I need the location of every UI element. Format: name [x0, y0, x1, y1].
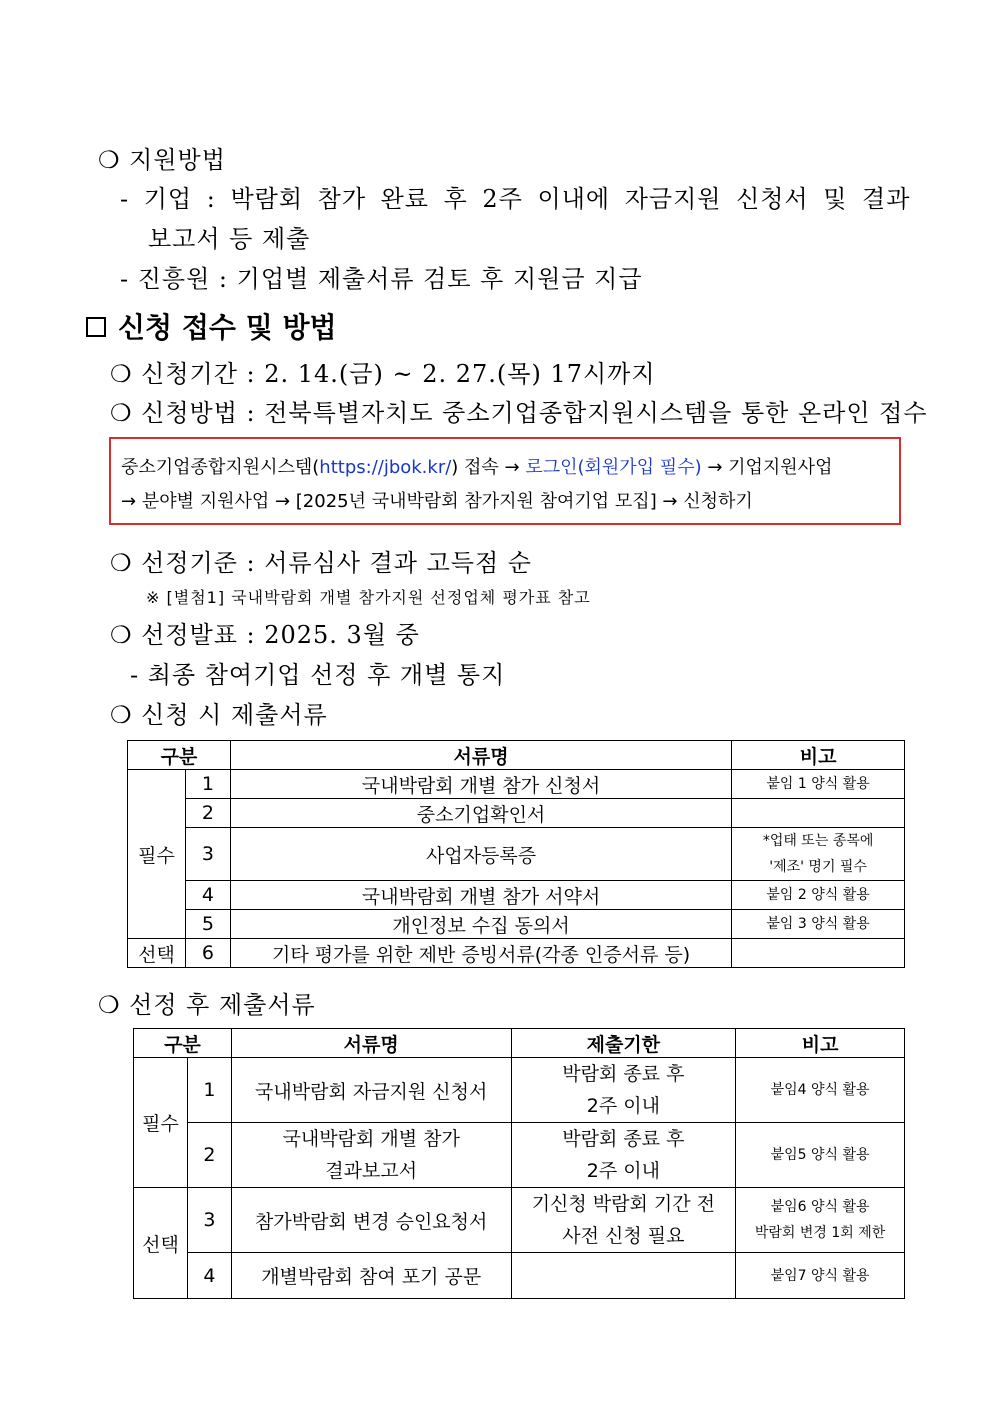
- table-row: [128, 770, 905, 799]
- header-category: 구분: [134, 1029, 232, 1058]
- header-due: 제출기한: [511, 1029, 736, 1058]
- table-row: [134, 1123, 905, 1188]
- application-docs-table: [127, 740, 905, 968]
- steps-business: → 기업지원사업: [701, 457, 833, 478]
- table-row: [134, 1253, 905, 1299]
- group-optional: 선택: [134, 1188, 188, 1299]
- row-number: 6: [185, 939, 230, 968]
- steps-system-name: 중소기업종합지원시스템(: [121, 457, 320, 478]
- row-number: 3: [185, 828, 230, 881]
- doc-name: 중소기업확인서: [230, 799, 731, 828]
- section-heading: [86, 306, 337, 346]
- doc-due-line2: 2주 이내: [586, 1160, 660, 1182]
- doc-due: [511, 1188, 736, 1253]
- criteria-note: ※ [별첨1] 국내박람회 개별 참가지원 선정업체 평가표 참고: [146, 588, 591, 607]
- row-number: 3: [187, 1188, 231, 1253]
- announcement-detail: - 최종 참여기업 선정 후 개별 통지: [130, 661, 506, 689]
- table-header-row: [134, 1029, 905, 1058]
- doc-note: 붙임 1 양식 활용: [732, 770, 905, 799]
- doc-name-line1: 국내박람회 개별 참가: [282, 1128, 460, 1150]
- doc-note: [732, 799, 905, 828]
- doc-note: [732, 828, 905, 881]
- doc-note: [736, 1188, 905, 1253]
- doc-name: 사업자등록증: [230, 828, 731, 881]
- doc-note: 붙임 3 양식 활용: [732, 910, 905, 939]
- row-number: 5: [185, 910, 230, 939]
- doc-name-line2: 결과보고서: [325, 1160, 418, 1182]
- doc-note: 붙임5 양식 활용: [736, 1123, 905, 1188]
- selection-criteria: ❍ 선정기준 : 서류심사 결과 고득점 순: [110, 549, 532, 577]
- doc-due: [511, 1123, 736, 1188]
- doc-name: 국내박람회 자금지원 신청서: [231, 1058, 511, 1123]
- doc-note: 붙임 2 양식 활용: [732, 881, 905, 910]
- selection-announcement: ❍ 선정발표 : 2025. 3월 중: [110, 621, 420, 649]
- table-row: [128, 828, 905, 881]
- login-link[interactable]: 로그인(회원가입 필수): [525, 457, 702, 478]
- doc-name: 국내박람회 개별 참가 서약서: [230, 881, 731, 910]
- support-method-item-company: - 기업 : 박람회 참가 완료 후 2주 이내에 자금지원 신청서 및 결과: [120, 185, 911, 213]
- table-row: [128, 939, 905, 968]
- row-number: 1: [187, 1058, 231, 1123]
- application-period: ❍ 신청기간 : 2. 14.(금) ~ 2. 27.(목) 17시까지: [110, 360, 656, 388]
- steps-connect: ) 접속 →: [451, 457, 526, 478]
- header-note: 비고: [732, 741, 905, 770]
- table-row: [134, 1058, 905, 1123]
- doc-due-line2: 2주 이내: [586, 1095, 660, 1117]
- post-selection-docs-title: ❍ 선정 후 제출서류: [98, 991, 316, 1019]
- table-row: [128, 881, 905, 910]
- doc-note: 붙임4 양식 활용: [736, 1058, 905, 1123]
- application-method: ❍ 신청방법 : 전북특별자치도 중소기업종합지원시스템을 통한 온라인 접수: [110, 399, 928, 427]
- header-note: 비고: [736, 1029, 905, 1058]
- group-required: 필수: [134, 1058, 188, 1188]
- table-row: [128, 910, 905, 939]
- system-url-link[interactable]: https://jbok.kr/: [319, 457, 452, 478]
- header-doc-name: 서류명: [231, 1029, 511, 1058]
- doc-due: [511, 1253, 736, 1299]
- doc-name: 기타 평가를 위한 제반 증빙서류(각종 인증서류 등): [230, 939, 731, 968]
- doc-name: [231, 1123, 511, 1188]
- table-row: [134, 1188, 905, 1253]
- application-steps-box: [109, 437, 901, 525]
- support-method-title: ❍ 지원방법: [98, 146, 226, 174]
- doc-note: 붙임7 양식 활용: [736, 1253, 905, 1299]
- group-required: 필수: [128, 770, 186, 939]
- row-number: 4: [187, 1253, 231, 1299]
- row-number: 2: [187, 1123, 231, 1188]
- application-docs-title: ❍ 신청 시 제출서류: [110, 701, 328, 729]
- section-heading-text: 신청 접수 및 방법: [118, 311, 337, 344]
- doc-due-line2: 사전 신청 필요: [562, 1225, 685, 1247]
- header-doc-name: 서류명: [230, 741, 731, 770]
- support-method-item-company-cont: 보고서 등 제출: [148, 225, 311, 253]
- header-category: 구분: [128, 741, 231, 770]
- doc-note-line1: *업태 또는 종목에: [762, 833, 874, 849]
- doc-name: 개인정보 수집 동의서: [230, 910, 731, 939]
- doc-name: 국내박람회 개별 참가 신청서: [230, 770, 731, 799]
- doc-due-line1: 기신청 박람회 기간 전: [531, 1193, 715, 1215]
- doc-due: [511, 1058, 736, 1123]
- doc-note-line2: 박람회 변경 1회 제한: [754, 1225, 886, 1241]
- support-method-item-agency: - 진흥원 : 기업별 제출서류 검토 후 지원금 지급: [120, 265, 643, 293]
- row-number: 2: [185, 799, 230, 828]
- steps-line-2: → 분야별 지원사업 → [2025년 국내박람회 참가지원 참여기업 모집] → 신청하기: [121, 491, 753, 512]
- doc-due-line1: 박람회 종료 후: [562, 1063, 685, 1085]
- post-selection-docs-table: [133, 1028, 905, 1299]
- table-header-row: [128, 741, 905, 770]
- doc-due-line1: 박람회 종료 후: [562, 1128, 685, 1150]
- steps-line-1: [121, 453, 832, 479]
- doc-note: [732, 939, 905, 968]
- row-number: 4: [185, 881, 230, 910]
- doc-name: 개별박람회 참여 포기 공문: [231, 1253, 511, 1299]
- doc-note-line2: '제조' 명기 필수: [769, 859, 867, 875]
- row-number: 1: [185, 770, 230, 799]
- checkbox-square-icon: [86, 317, 106, 337]
- doc-name: 참가박람회 변경 승인요청서: [231, 1188, 511, 1253]
- doc-note-line1: 붙임6 양식 활용: [770, 1199, 870, 1215]
- group-optional: 선택: [128, 939, 186, 968]
- table-row: [128, 799, 905, 828]
